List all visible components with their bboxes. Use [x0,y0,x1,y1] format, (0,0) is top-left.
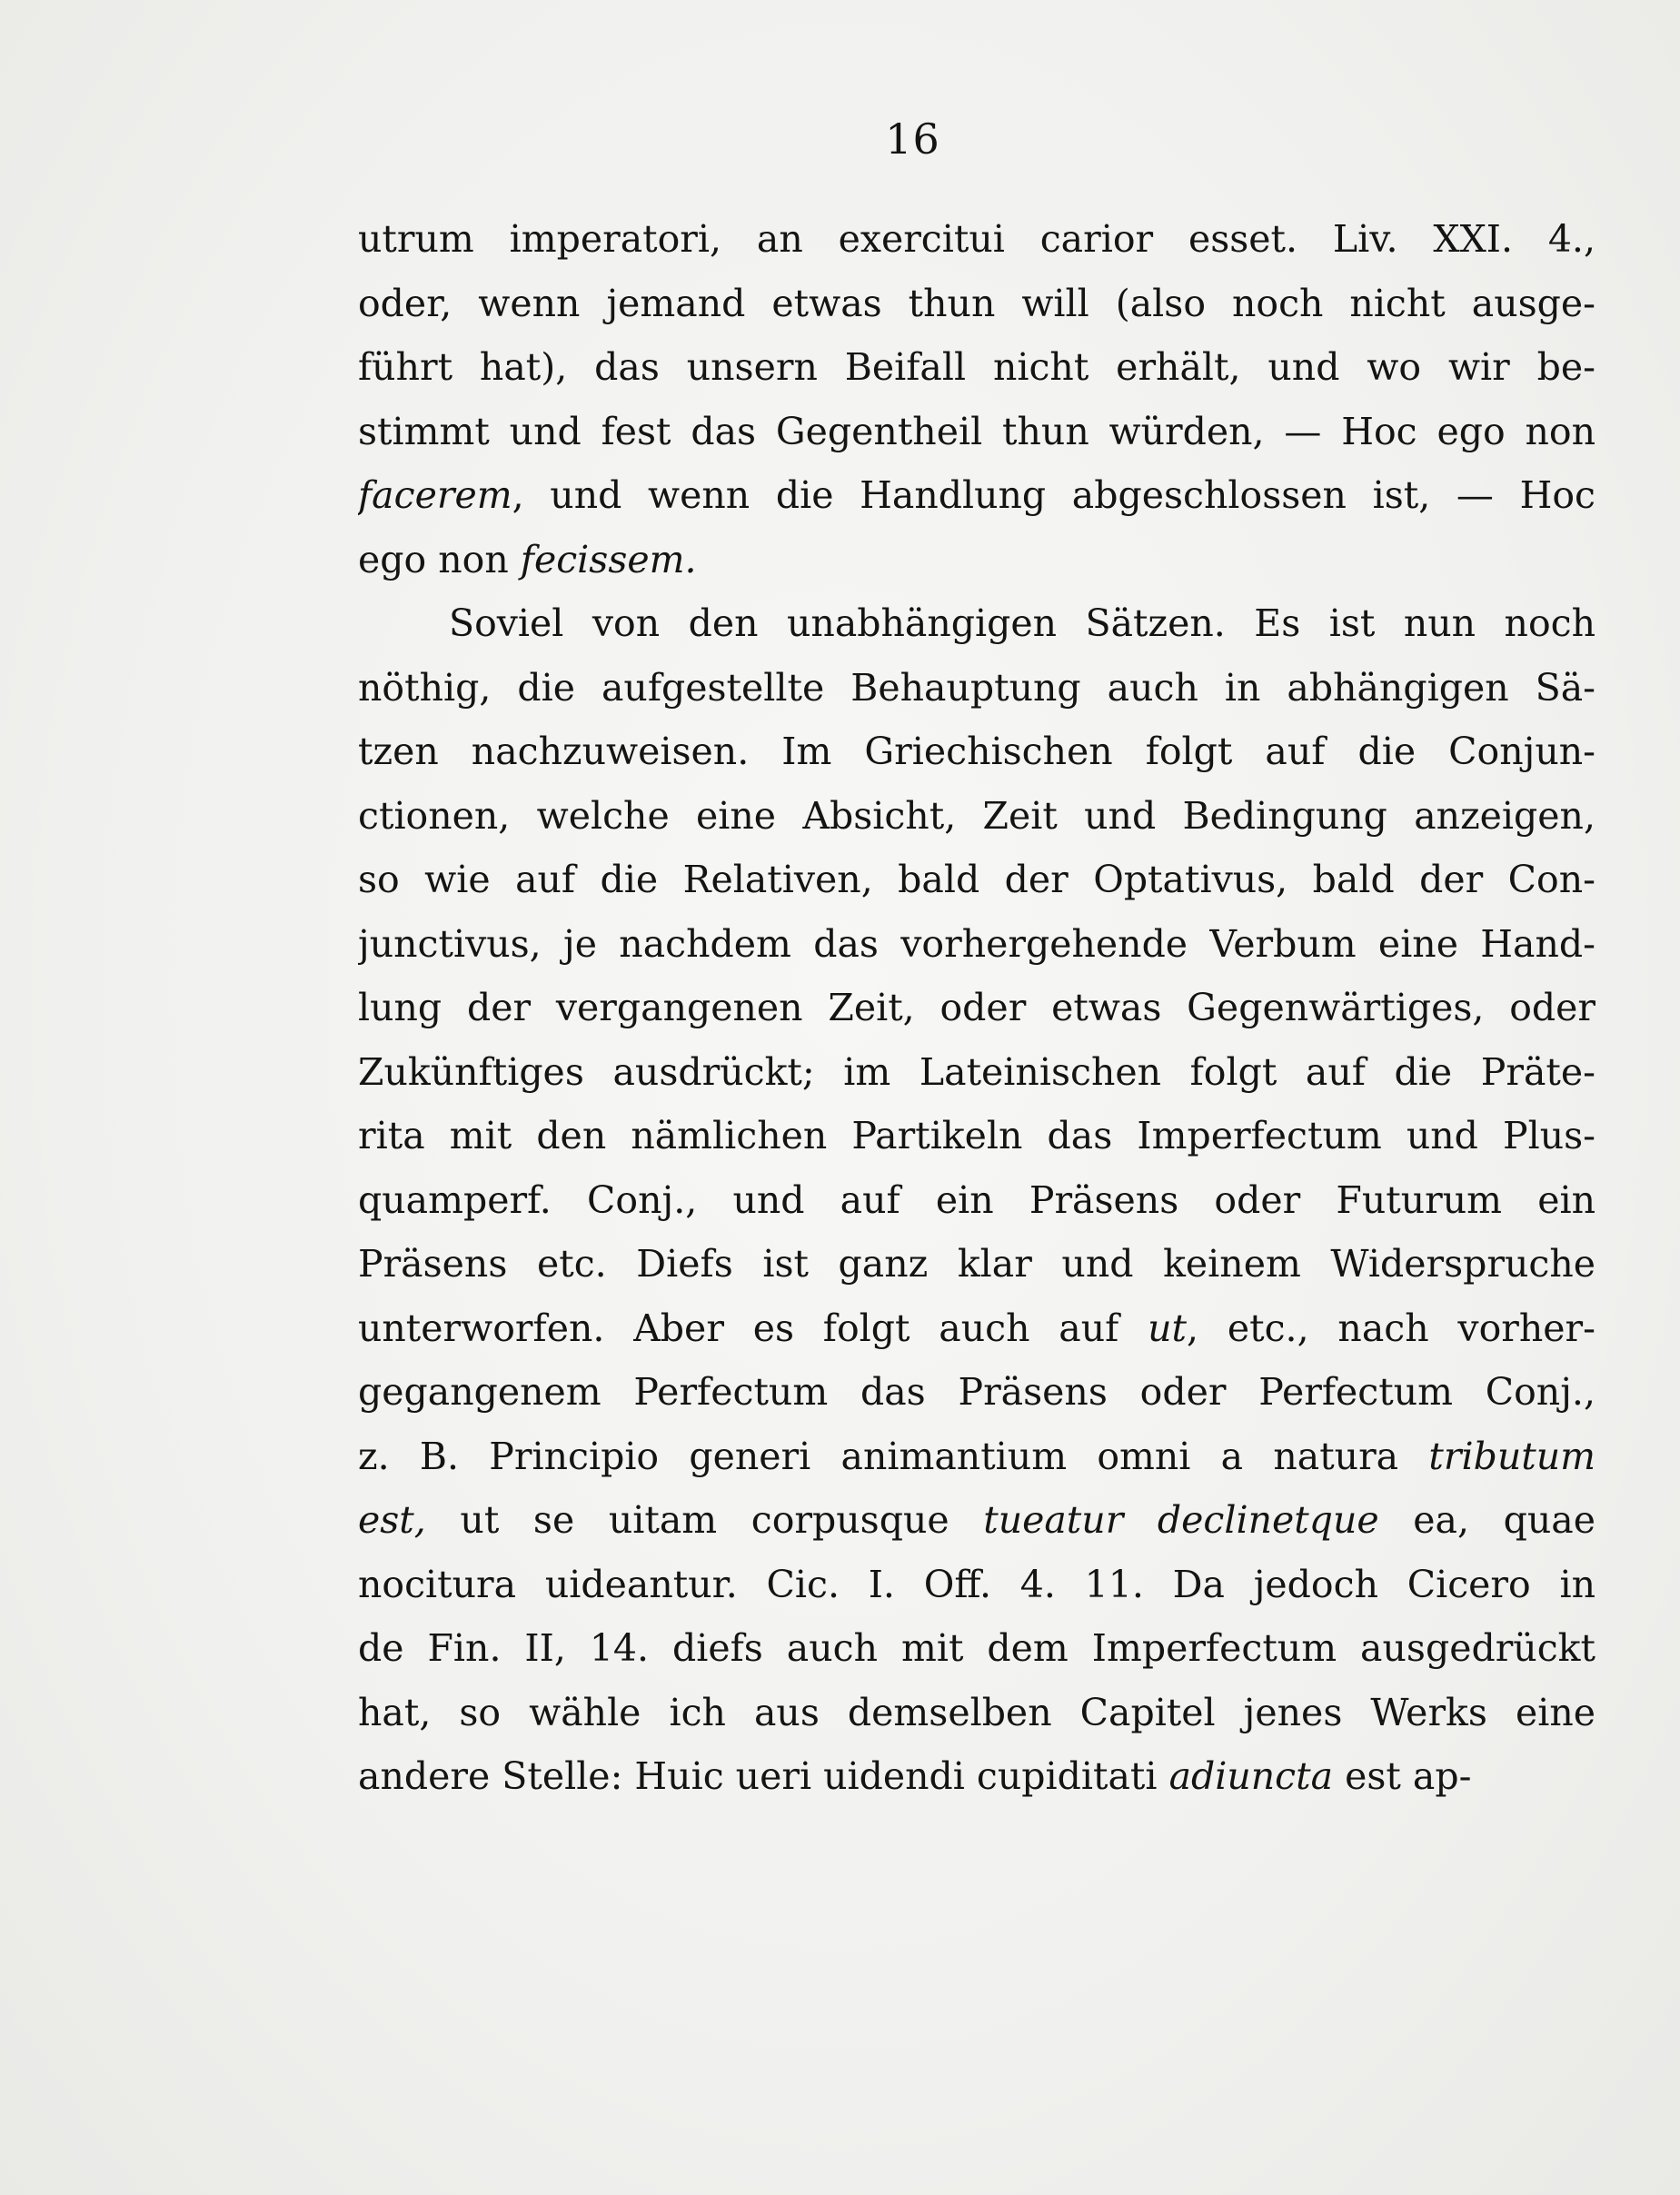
text-line [358,528,1596,592]
text-segment: est ap- [1333,1754,1472,1798]
italic-text: facerem [358,473,512,517]
text-line [358,207,1596,272]
text-line [358,848,1596,912]
text-line [358,1744,1596,1809]
text-segment: so wie auf die Relativen, bald der Optativus, bald der Con- [358,858,1596,901]
text-line [358,976,1596,1040]
text-segment: ut se uitam corpusque [425,1498,984,1542]
text-segment: , etc., nach vorher- [1187,1306,1596,1350]
text-line [358,720,1596,784]
text-line [358,1360,1596,1425]
text-segment: , und wenn die Handlung abgeschlossen ist, — Hoc [512,473,1596,517]
body-text [358,207,1596,1809]
text-line [358,335,1596,400]
text-segment: junctivus, je nachdem das vorhergehende Verbum eine Hand- [358,921,1596,966]
italic-text: tributum [1428,1434,1596,1478]
text-segment: tzen nachzuweisen. Im Griechischen folgt auf die Conjun- [358,730,1596,773]
text-segment: gegangenem Perfectum das Präsens oder Perfectum Conj., [358,1370,1596,1414]
text-line [358,1616,1596,1681]
text-segment: nöthig, die aufgestellte Behauptung auch in abhängigen Sä- [358,665,1596,710]
text-segment: oder, wenn jemand etwas thun will (also noch nicht ausge- [358,281,1596,325]
text-segment: z. B. Principio generi animantium omni a natura [358,1434,1429,1478]
italic-text: fecissem. [520,537,697,581]
text-segment: Zukünftiges ausdrückt; im Lateinischen folgt auf die Präte- [358,1049,1596,1094]
text-line [358,1040,1596,1105]
italic-text: tueatur declinetque [983,1498,1379,1542]
text-line [358,1168,1596,1233]
text-line [358,784,1596,849]
text-line [358,272,1596,336]
text-line [358,463,1596,528]
text-line [358,1232,1596,1296]
italic-text: adiuncta [1168,1754,1334,1798]
text-line [358,656,1596,720]
text-segment: Präsens etc. Diefs ist ganz klar und keinem Widerspruche [358,1242,1596,1286]
text-segment: andere Stelle: Huic ueri uidendi cupiditati [358,1754,1169,1798]
text-line [358,1296,1596,1361]
page-number: 16 [885,114,940,164]
text-line [358,1553,1596,1617]
text-line [358,912,1596,977]
text-segment: Soviel von den unabhängigen Sätzen. Es ist nun noch [449,601,1596,645]
text-segment: rita mit den nämlichen Partikeln das Imperfectum und Plus- [358,1114,1596,1157]
text-segment: führt hat), das unsern Beifall nicht erhält, und wo wir be- [358,345,1596,389]
text-segment: ctionen, welche eine Absicht, Zeit und Bedingung anzeigen, [358,793,1596,838]
text-line [358,1104,1596,1168]
text-segment: ego non [358,537,521,581]
text-line [358,1425,1596,1489]
text-line [358,400,1596,464]
text-segment: de Fin. II, 14. diefs auch mit dem Imperfectum ausgedrückt [358,1626,1596,1670]
text-segment: lung der vergangenen Zeit, oder etwas Gegenwärtiges, oder [358,986,1596,1029]
text-line [358,591,1596,656]
text-line [358,1681,1596,1745]
italic-text: est, [358,1498,426,1542]
text-segment: nocitura uideantur. Cic. I. Off. 4. 11. Da jedoch Cicero in [358,1562,1596,1606]
text-line [358,1488,1596,1553]
text-segment: ea, quae [1378,1498,1596,1542]
text-segment: stimmt und fest das Gegentheil thun würden, — Hoc ego non [358,409,1596,453]
text-segment: quamperf. Conj., und auf ein Präsens oder Futurum ein [358,1177,1596,1222]
text-segment: utrum imperatori, an exercitui carior esset. Liv. XXI. 4., [358,217,1596,261]
text-segment: hat, so wähle ich aus demselben Capitel jenes Werks eine [358,1690,1596,1734]
text-segment: unterworfen. Aber es folgt auch auf [358,1306,1148,1350]
italic-text: ut [1148,1306,1188,1350]
